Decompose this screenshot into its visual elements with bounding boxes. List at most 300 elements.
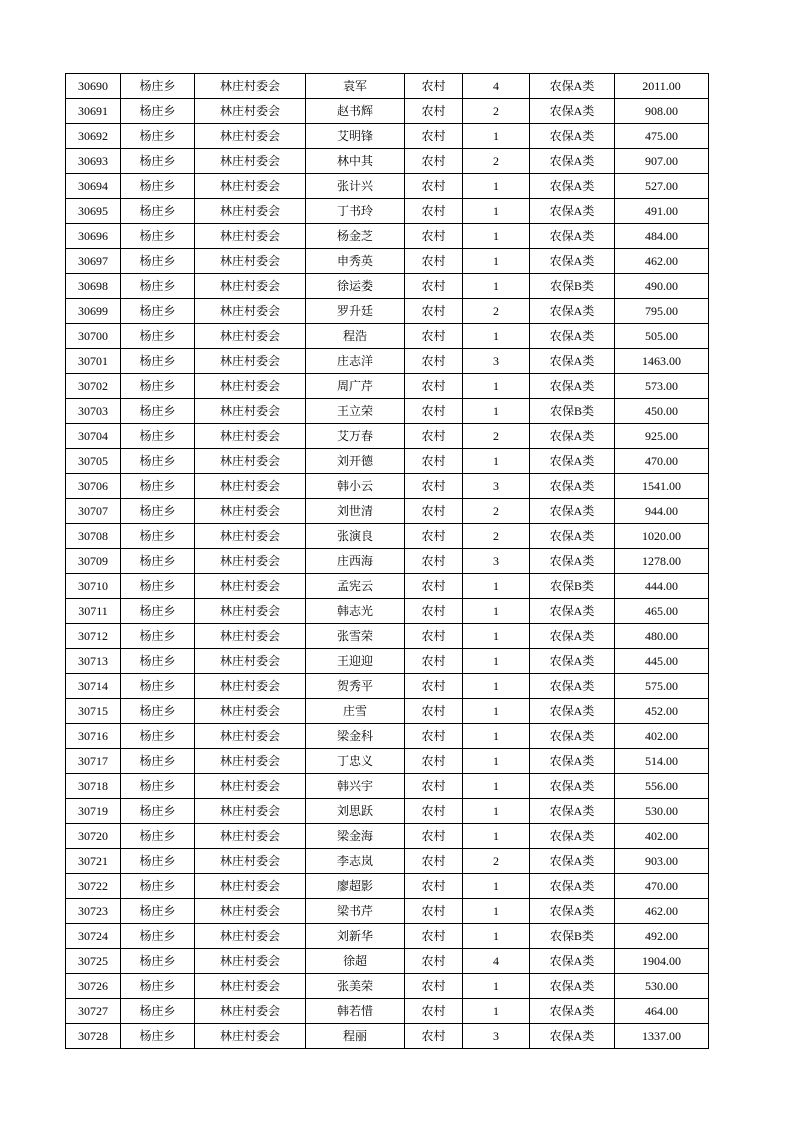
cell-township: 杨庄乡 <box>121 174 195 199</box>
cell-name: 周广芹 <box>306 374 405 399</box>
cell-id: 30691 <box>66 99 121 124</box>
cell-insurance_type: 农保A类 <box>530 824 615 849</box>
table-row <box>66 349 709 374</box>
cell-committee: 林庄村委会 <box>195 574 306 599</box>
cell-name: 韩志光 <box>306 599 405 624</box>
cell-amount: 475.00 <box>615 124 709 149</box>
cell-township: 杨庄乡 <box>121 649 195 674</box>
cell-count: 2 <box>463 849 530 874</box>
table-row <box>66 724 709 749</box>
cell-township: 杨庄乡 <box>121 874 195 899</box>
table-row <box>66 899 709 924</box>
cell-id: 30695 <box>66 199 121 224</box>
cell-id: 30702 <box>66 374 121 399</box>
cell-insurance_type: 农保A类 <box>530 174 615 199</box>
cell-amount: 925.00 <box>615 424 709 449</box>
cell-id: 30715 <box>66 699 121 724</box>
cell-id: 30690 <box>66 74 121 99</box>
cell-id: 30700 <box>66 324 121 349</box>
table-row <box>66 224 709 249</box>
cell-township: 杨庄乡 <box>121 749 195 774</box>
cell-committee: 林庄村委会 <box>195 549 306 574</box>
cell-id: 30705 <box>66 449 121 474</box>
table-row <box>66 249 709 274</box>
cell-residence: 农村 <box>405 674 463 699</box>
cell-township: 杨庄乡 <box>121 199 195 224</box>
cell-id: 30698 <box>66 274 121 299</box>
cell-residence: 农村 <box>405 574 463 599</box>
cell-insurance_type: 农保A类 <box>530 249 615 274</box>
cell-residence: 农村 <box>405 999 463 1024</box>
cell-amount: 795.00 <box>615 299 709 324</box>
cell-committee: 林庄村委会 <box>195 199 306 224</box>
cell-name: 赵书辉 <box>306 99 405 124</box>
table-row <box>66 74 709 99</box>
cell-insurance_type: 农保A类 <box>530 949 615 974</box>
cell-insurance_type: 农保A类 <box>530 474 615 499</box>
table-row <box>66 524 709 549</box>
cell-name: 贺秀平 <box>306 674 405 699</box>
table-row <box>66 274 709 299</box>
cell-residence: 农村 <box>405 349 463 374</box>
cell-committee: 林庄村委会 <box>195 849 306 874</box>
cell-committee: 林庄村委会 <box>195 424 306 449</box>
cell-committee: 林庄村委会 <box>195 399 306 424</box>
cell-amount: 484.00 <box>615 224 709 249</box>
cell-committee: 林庄村委会 <box>195 649 306 674</box>
cell-committee: 林庄村委会 <box>195 74 306 99</box>
cell-id: 30708 <box>66 524 121 549</box>
cell-count: 1 <box>463 249 530 274</box>
cell-amount: 470.00 <box>615 874 709 899</box>
cell-township: 杨庄乡 <box>121 124 195 149</box>
cell-id: 30701 <box>66 349 121 374</box>
table-row <box>66 599 709 624</box>
cell-committee: 林庄村委会 <box>195 474 306 499</box>
cell-count: 1 <box>463 674 530 699</box>
cell-township: 杨庄乡 <box>121 299 195 324</box>
cell-count: 1 <box>463 199 530 224</box>
cell-amount: 470.00 <box>615 449 709 474</box>
cell-insurance_type: 农保A类 <box>530 424 615 449</box>
cell-residence: 农村 <box>405 299 463 324</box>
cell-amount: 530.00 <box>615 799 709 824</box>
cell-name: 韩小云 <box>306 474 405 499</box>
cell-township: 杨庄乡 <box>121 324 195 349</box>
cell-insurance_type: 农保A类 <box>530 299 615 324</box>
cell-id: 30714 <box>66 674 121 699</box>
cell-count: 1 <box>463 899 530 924</box>
cell-township: 杨庄乡 <box>121 274 195 299</box>
table-row <box>66 924 709 949</box>
cell-committee: 林庄村委会 <box>195 624 306 649</box>
table-row <box>66 874 709 899</box>
cell-insurance_type: 农保A类 <box>530 899 615 924</box>
cell-insurance_type: 农保A类 <box>530 699 615 724</box>
cell-amount: 1904.00 <box>615 949 709 974</box>
cell-count: 1 <box>463 124 530 149</box>
cell-amount: 908.00 <box>615 99 709 124</box>
cell-residence: 农村 <box>405 499 463 524</box>
cell-name: 梁金海 <box>306 824 405 849</box>
cell-count: 1 <box>463 999 530 1024</box>
cell-insurance_type: 农保A类 <box>530 974 615 999</box>
cell-committee: 林庄村委会 <box>195 124 306 149</box>
cell-residence: 农村 <box>405 374 463 399</box>
cell-township: 杨庄乡 <box>121 899 195 924</box>
cell-id: 30712 <box>66 624 121 649</box>
cell-township: 杨庄乡 <box>121 724 195 749</box>
cell-count: 1 <box>463 724 530 749</box>
cell-committee: 林庄村委会 <box>195 599 306 624</box>
cell-township: 杨庄乡 <box>121 249 195 274</box>
cell-township: 杨庄乡 <box>121 599 195 624</box>
cell-township: 杨庄乡 <box>121 674 195 699</box>
cell-count: 2 <box>463 149 530 174</box>
cell-residence: 农村 <box>405 899 463 924</box>
cell-committee: 林庄村委会 <box>195 324 306 349</box>
table-row <box>66 199 709 224</box>
cell-township: 杨庄乡 <box>121 224 195 249</box>
cell-id: 30696 <box>66 224 121 249</box>
cell-amount: 514.00 <box>615 749 709 774</box>
cell-id: 30723 <box>66 899 121 924</box>
cell-count: 2 <box>463 524 530 549</box>
cell-residence: 农村 <box>405 524 463 549</box>
table-row <box>66 149 709 174</box>
cell-id: 30721 <box>66 849 121 874</box>
cell-count: 2 <box>463 424 530 449</box>
cell-count: 1 <box>463 799 530 824</box>
cell-residence: 农村 <box>405 449 463 474</box>
cell-name: 申秀英 <box>306 249 405 274</box>
table-row <box>66 824 709 849</box>
cell-township: 杨庄乡 <box>121 499 195 524</box>
cell-count: 1 <box>463 224 530 249</box>
cell-township: 杨庄乡 <box>121 424 195 449</box>
cell-count: 1 <box>463 599 530 624</box>
cell-id: 30718 <box>66 774 121 799</box>
cell-id: 30710 <box>66 574 121 599</box>
cell-count: 1 <box>463 824 530 849</box>
table-row <box>66 749 709 774</box>
cell-insurance_type: 农保A类 <box>530 849 615 874</box>
cell-id: 30724 <box>66 924 121 949</box>
cell-committee: 林庄村委会 <box>195 924 306 949</box>
cell-insurance_type: 农保A类 <box>530 674 615 699</box>
cell-committee: 林庄村委会 <box>195 949 306 974</box>
cell-name: 庄雪 <box>306 699 405 724</box>
cell-township: 杨庄乡 <box>121 774 195 799</box>
cell-township: 杨庄乡 <box>121 974 195 999</box>
cell-count: 2 <box>463 99 530 124</box>
cell-residence: 农村 <box>405 149 463 174</box>
cell-amount: 1541.00 <box>615 474 709 499</box>
cell-insurance_type: 农保A类 <box>530 449 615 474</box>
cell-residence: 农村 <box>405 699 463 724</box>
cell-count: 3 <box>463 549 530 574</box>
cell-committee: 林庄村委会 <box>195 349 306 374</box>
cell-name: 张雪荣 <box>306 624 405 649</box>
cell-committee: 林庄村委会 <box>195 99 306 124</box>
cell-township: 杨庄乡 <box>121 149 195 174</box>
cell-amount: 402.00 <box>615 824 709 849</box>
cell-name: 李志岚 <box>306 849 405 874</box>
table-row <box>66 699 709 724</box>
cell-amount: 527.00 <box>615 174 709 199</box>
table-row <box>66 499 709 524</box>
cell-committee: 林庄村委会 <box>195 299 306 324</box>
cell-township: 杨庄乡 <box>121 849 195 874</box>
cell-name: 廖超影 <box>306 874 405 899</box>
cell-amount: 444.00 <box>615 574 709 599</box>
cell-amount: 1337.00 <box>615 1024 709 1049</box>
cell-amount: 492.00 <box>615 924 709 949</box>
cell-residence: 农村 <box>405 124 463 149</box>
cell-committee: 林庄村委会 <box>195 174 306 199</box>
cell-residence: 农村 <box>405 249 463 274</box>
cell-id: 30728 <box>66 1024 121 1049</box>
cell-amount: 402.00 <box>615 724 709 749</box>
cell-id: 30720 <box>66 824 121 849</box>
cell-township: 杨庄乡 <box>121 799 195 824</box>
cell-id: 30725 <box>66 949 121 974</box>
table-row <box>66 424 709 449</box>
cell-insurance_type: 农保A类 <box>530 549 615 574</box>
cell-count: 4 <box>463 74 530 99</box>
cell-insurance_type: 农保A类 <box>530 799 615 824</box>
cell-id: 30703 <box>66 399 121 424</box>
cell-insurance_type: 农保A类 <box>530 874 615 899</box>
cell-committee: 林庄村委会 <box>195 1024 306 1049</box>
cell-residence: 农村 <box>405 799 463 824</box>
cell-township: 杨庄乡 <box>121 949 195 974</box>
cell-id: 30707 <box>66 499 121 524</box>
cell-committee: 林庄村委会 <box>195 149 306 174</box>
cell-residence: 农村 <box>405 99 463 124</box>
table-row <box>66 574 709 599</box>
cell-committee: 林庄村委会 <box>195 524 306 549</box>
cell-name: 徐超 <box>306 949 405 974</box>
cell-residence: 农村 <box>405 474 463 499</box>
cell-count: 1 <box>463 624 530 649</box>
cell-count: 1 <box>463 749 530 774</box>
table-row <box>66 474 709 499</box>
cell-name: 梁书芹 <box>306 899 405 924</box>
cell-committee: 林庄村委会 <box>195 374 306 399</box>
cell-id: 30713 <box>66 649 121 674</box>
table-row <box>66 849 709 874</box>
cell-amount: 575.00 <box>615 674 709 699</box>
cell-amount: 903.00 <box>615 849 709 874</box>
cell-name: 韩兴宇 <box>306 774 405 799</box>
cell-township: 杨庄乡 <box>121 99 195 124</box>
cell-id: 30709 <box>66 549 121 574</box>
cell-committee: 林庄村委会 <box>195 824 306 849</box>
cell-township: 杨庄乡 <box>121 74 195 99</box>
cell-id: 30711 <box>66 599 121 624</box>
cell-residence: 农村 <box>405 924 463 949</box>
cell-count: 1 <box>463 874 530 899</box>
cell-amount: 1278.00 <box>615 549 709 574</box>
cell-id: 30699 <box>66 299 121 324</box>
table-row <box>66 449 709 474</box>
cell-committee: 林庄村委会 <box>195 449 306 474</box>
cell-id: 30716 <box>66 724 121 749</box>
table-row <box>66 99 709 124</box>
cell-count: 1 <box>463 274 530 299</box>
cell-insurance_type: 农保A类 <box>530 499 615 524</box>
cell-amount: 445.00 <box>615 649 709 674</box>
cell-insurance_type: 农保B类 <box>530 399 615 424</box>
cell-name: 刘开德 <box>306 449 405 474</box>
cell-name: 梁金科 <box>306 724 405 749</box>
cell-amount: 530.00 <box>615 974 709 999</box>
cell-amount: 450.00 <box>615 399 709 424</box>
cell-residence: 农村 <box>405 974 463 999</box>
cell-township: 杨庄乡 <box>121 349 195 374</box>
cell-name: 刘世清 <box>306 499 405 524</box>
cell-insurance_type: 农保A类 <box>530 774 615 799</box>
cell-name: 艾万春 <box>306 424 405 449</box>
cell-amount: 944.00 <box>615 499 709 524</box>
cell-insurance_type: 农保A类 <box>530 649 615 674</box>
cell-township: 杨庄乡 <box>121 824 195 849</box>
cell-insurance_type: 农保A类 <box>530 74 615 99</box>
cell-insurance_type: 农保A类 <box>530 599 615 624</box>
cell-amount: 465.00 <box>615 599 709 624</box>
cell-name: 刘新华 <box>306 924 405 949</box>
cell-count: 3 <box>463 349 530 374</box>
cell-committee: 林庄村委会 <box>195 749 306 774</box>
table-row <box>66 949 709 974</box>
cell-township: 杨庄乡 <box>121 574 195 599</box>
table-row <box>66 374 709 399</box>
cell-amount: 573.00 <box>615 374 709 399</box>
cell-name: 韩若惜 <box>306 999 405 1024</box>
cell-name: 庄志洋 <box>306 349 405 374</box>
cell-insurance_type: 农保A类 <box>530 374 615 399</box>
cell-amount: 491.00 <box>615 199 709 224</box>
table-row <box>66 324 709 349</box>
cell-committee: 林庄村委会 <box>195 799 306 824</box>
cell-amount: 452.00 <box>615 699 709 724</box>
cell-residence: 农村 <box>405 774 463 799</box>
table-row <box>66 399 709 424</box>
table-row <box>66 649 709 674</box>
cell-id: 30722 <box>66 874 121 899</box>
cell-count: 1 <box>463 924 530 949</box>
cell-township: 杨庄乡 <box>121 699 195 724</box>
cell-insurance_type: 农保A类 <box>530 724 615 749</box>
cell-insurance_type: 农保A类 <box>530 999 615 1024</box>
cell-insurance_type: 农保A类 <box>530 624 615 649</box>
cell-township: 杨庄乡 <box>121 549 195 574</box>
cell-count: 1 <box>463 324 530 349</box>
cell-committee: 林庄村委会 <box>195 774 306 799</box>
cell-count: 1 <box>463 974 530 999</box>
cell-count: 4 <box>463 949 530 974</box>
cell-residence: 农村 <box>405 74 463 99</box>
cell-residence: 农村 <box>405 599 463 624</box>
cell-amount: 462.00 <box>615 899 709 924</box>
cell-amount: 907.00 <box>615 149 709 174</box>
cell-count: 2 <box>463 299 530 324</box>
cell-residence: 农村 <box>405 949 463 974</box>
cell-name: 徐运娄 <box>306 274 405 299</box>
cell-id: 30693 <box>66 149 121 174</box>
cell-id: 30727 <box>66 999 121 1024</box>
cell-residence: 农村 <box>405 424 463 449</box>
cell-township: 杨庄乡 <box>121 474 195 499</box>
cell-committee: 林庄村委会 <box>195 499 306 524</box>
cell-committee: 林庄村委会 <box>195 974 306 999</box>
cell-residence: 农村 <box>405 1024 463 1049</box>
cell-insurance_type: 农保A类 <box>530 749 615 774</box>
cell-amount: 1463.00 <box>615 349 709 374</box>
table-row <box>66 799 709 824</box>
cell-amount: 490.00 <box>615 274 709 299</box>
table-row <box>66 674 709 699</box>
cell-name: 张演良 <box>306 524 405 549</box>
cell-count: 1 <box>463 399 530 424</box>
cell-name: 袁军 <box>306 74 405 99</box>
cell-count: 1 <box>463 649 530 674</box>
table-row <box>66 1024 709 1049</box>
table-row <box>66 174 709 199</box>
cell-township: 杨庄乡 <box>121 374 195 399</box>
cell-committee: 林庄村委会 <box>195 899 306 924</box>
cell-count: 3 <box>463 1024 530 1049</box>
cell-committee: 林庄村委会 <box>195 999 306 1024</box>
cell-name: 张计兴 <box>306 174 405 199</box>
cell-committee: 林庄村委会 <box>195 274 306 299</box>
cell-township: 杨庄乡 <box>121 1024 195 1049</box>
cell-id: 30726 <box>66 974 121 999</box>
cell-insurance_type: 农保A类 <box>530 124 615 149</box>
table-row <box>66 299 709 324</box>
cell-committee: 林庄村委会 <box>195 724 306 749</box>
cell-name: 王立荣 <box>306 399 405 424</box>
cell-name: 林中其 <box>306 149 405 174</box>
cell-name: 艾明锋 <box>306 124 405 149</box>
table-row <box>66 624 709 649</box>
cell-committee: 林庄村委会 <box>195 699 306 724</box>
cell-insurance_type: 农保A类 <box>530 99 615 124</box>
cell-residence: 农村 <box>405 624 463 649</box>
cell-id: 30717 <box>66 749 121 774</box>
cell-count: 1 <box>463 699 530 724</box>
cell-township: 杨庄乡 <box>121 449 195 474</box>
cell-residence: 农村 <box>405 849 463 874</box>
cell-insurance_type: 农保B类 <box>530 924 615 949</box>
cell-residence: 农村 <box>405 649 463 674</box>
cell-insurance_type: 农保A类 <box>530 324 615 349</box>
cell-residence: 农村 <box>405 549 463 574</box>
benefits-table <box>65 73 709 1049</box>
cell-name: 杨金芝 <box>306 224 405 249</box>
table-sheet <box>65 73 709 1049</box>
cell-count: 1 <box>463 574 530 599</box>
cell-amount: 556.00 <box>615 774 709 799</box>
cell-name: 庄西海 <box>306 549 405 574</box>
cell-id: 30706 <box>66 474 121 499</box>
cell-name: 罗升廷 <box>306 299 405 324</box>
table-row <box>66 124 709 149</box>
cell-insurance_type: 农保B类 <box>530 274 615 299</box>
cell-count: 3 <box>463 474 530 499</box>
cell-name: 王迎迎 <box>306 649 405 674</box>
